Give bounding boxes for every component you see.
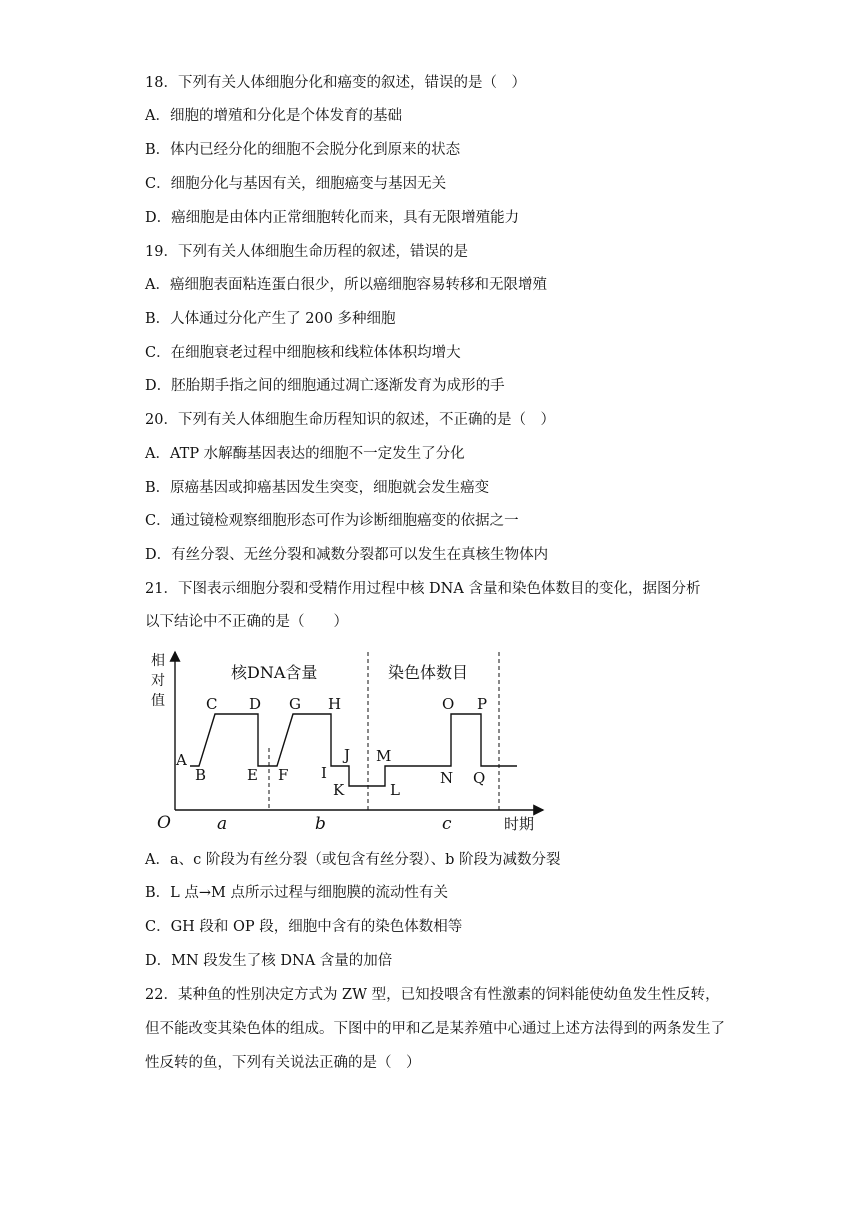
point-label-n: N <box>440 769 454 787</box>
q20-option-d: D．有丝分裂、无丝分裂和减数分裂都可以发生在真核生物体内 <box>145 547 549 563</box>
q18-option-c: C．细胞分化与基因有关，细胞癌变与基因无关 <box>145 176 447 192</box>
q19-option-c: C．在细胞衰老过程中细胞核和线粒体体积均增大 <box>145 345 461 361</box>
point-label-e: E <box>247 766 258 784</box>
point-label-q: Q <box>473 769 486 787</box>
origin-label: O <box>157 813 171 833</box>
stage-b-label: b <box>315 814 326 834</box>
stage-a-label: a <box>217 814 228 834</box>
q20-stem: 20．下列有关人体细胞生命历程知识的叙述，不正确的是（ ） <box>145 412 555 428</box>
q21-stem-line1: 21．下图表示细胞分裂和受精作用过程中核 DNA 含量和染色体数目的变化，据图分析 <box>145 581 701 597</box>
point-label-o: O <box>442 695 455 713</box>
q18-option-d: D．癌细胞是由体内正常细胞转化而来，具有无限增殖能力 <box>145 210 520 226</box>
q22-stem: 22．某种鱼的性别决定方式为 ZW 型，已知投喂含有性激素的饲料能使幼鱼发生性反转，但不能改变其染色体的组成。下图中的甲和乙是某养殖中心通过上述方法得到的两条发生了性反转的鱼，下列有关说法正确的是（ ） <box>145 987 725 1071</box>
y-axis-label-3: 值 <box>151 693 165 709</box>
point-label-p: P <box>477 695 488 713</box>
point-label-b: B <box>195 766 207 784</box>
point-label-k: K <box>333 781 345 799</box>
q19-stem: 19．下列有关人体细胞生命历程的叙述，错误的是 <box>145 244 468 260</box>
point-label-j: J <box>344 746 351 764</box>
q21-option-b: B．L 点→M 点所示过程与细胞膜的流动性有关 <box>145 885 448 901</box>
q19-option-d: D．胚胎期手指之间的细胞通过凋亡逐渐发育为成形的手 <box>145 378 505 394</box>
q18-option-b: B．体内已经分化的细胞不会脱分化到原来的状态 <box>145 142 461 158</box>
point-label-f: F <box>278 766 289 784</box>
x-axis-label: 时期 <box>504 815 535 833</box>
q21-option-d: D．MN 段发生了核 DNA 含量的加倍 <box>145 953 393 969</box>
y-axis-label-2: 对 <box>151 673 165 689</box>
point-label-i: I <box>321 764 327 782</box>
q18-stem: 18．下列有关人体细胞分化和癌变的叙述，错误的是（ ） <box>145 75 526 91</box>
q21-stem-line2: 以下结论中不正确的是（ ） <box>145 614 348 630</box>
q21-option-c: C．GH 段和 OP 段，细胞中含有的染色体数相等 <box>145 919 463 935</box>
point-label-d: D <box>249 695 262 713</box>
q18-option-a: A．细胞的增殖和分化是个体发育的基础 <box>145 108 402 124</box>
title-chromosome-count: 染色体数目 <box>388 663 469 682</box>
q20-option-a: A．ATP 水解酶基因表达的细胞不一定发生了分化 <box>145 446 465 462</box>
q19-option-a: A．癌细胞表面粘连蛋白很少，所以癌细胞容易转移和无限增殖 <box>145 277 547 293</box>
q19-option-b: B．人体通过分化产生了 200 多种细胞 <box>145 311 396 327</box>
point-label-c: C <box>206 695 218 713</box>
point-label-g: G <box>289 695 301 713</box>
q21-option-a: A．a、c 阶段为有丝分裂（或包含有丝分裂）、b 阶段为减数分裂 <box>145 852 561 868</box>
title-dna-content: 核DNA含量 <box>231 663 318 682</box>
stage-c-label: c <box>442 814 452 834</box>
point-label-a: A <box>176 751 187 769</box>
point-label-m: M <box>376 747 392 765</box>
point-label-l: L <box>390 781 400 799</box>
dna-chromosome-graph <box>145 648 555 840</box>
point-label-h: H <box>328 695 342 713</box>
q20-option-c: C．通过镜检观察细胞形态可作为诊断细胞癌变的依据之一 <box>145 513 519 529</box>
y-axis-label-1: 相 <box>151 653 165 669</box>
q20-option-b: B．原癌基因或抑癌基因发生突变，细胞就会发生癌变 <box>145 480 490 496</box>
